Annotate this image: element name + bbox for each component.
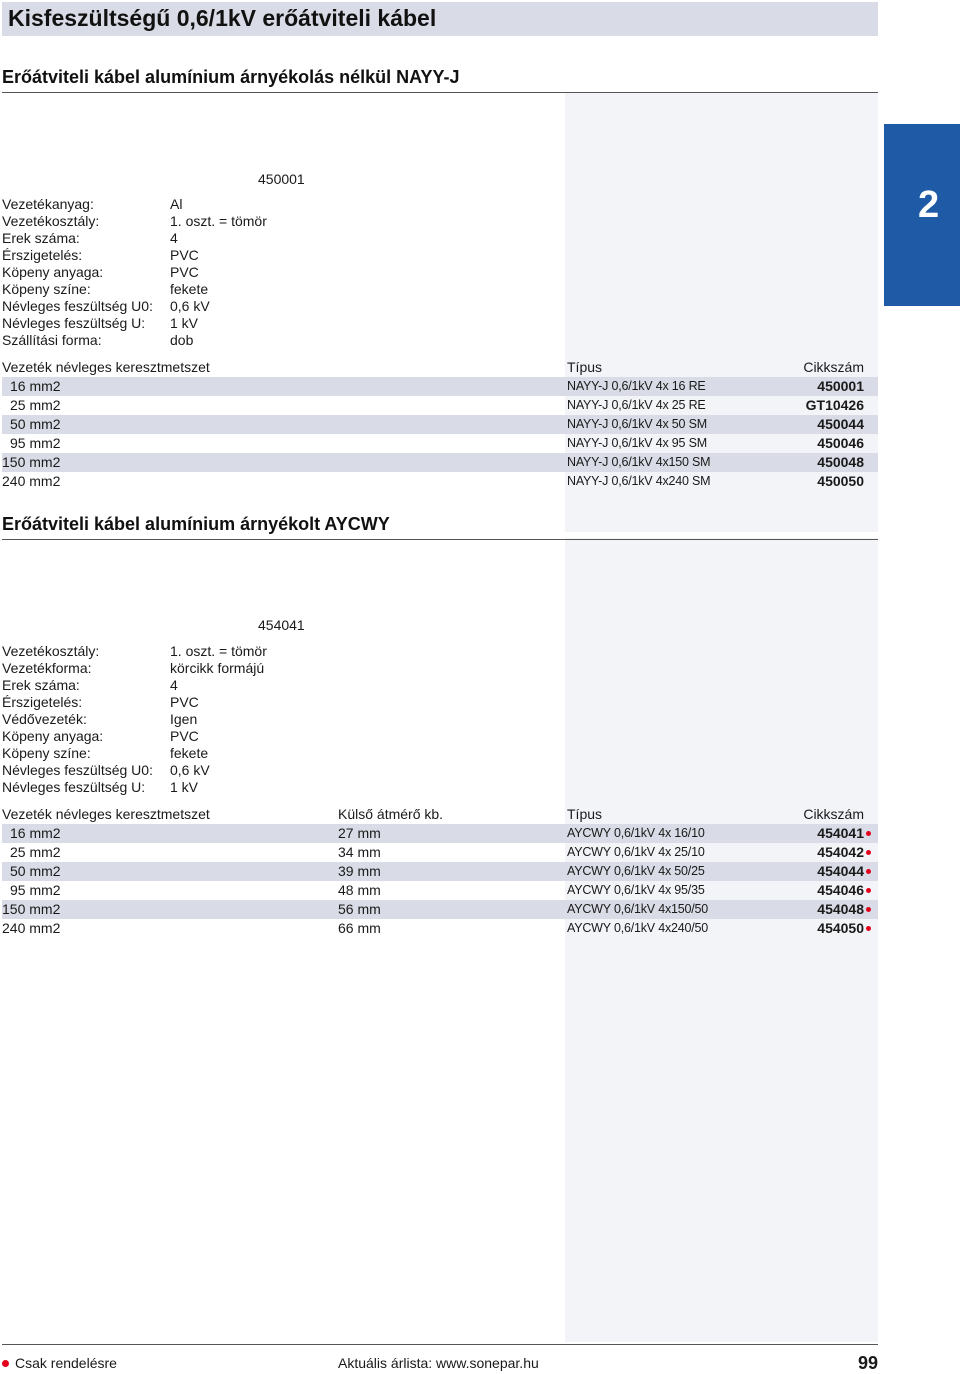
header-type: Típus	[567, 359, 603, 375]
spec-value: 0,6 kV	[170, 762, 210, 778]
header-size: Vezeték névleges keresztmetszet	[2, 806, 210, 822]
spec-label: Köpeny anyaga:	[2, 264, 104, 280]
footer-legend	[2, 1355, 117, 1371]
table-row	[2, 453, 878, 472]
cell-size: 95 mm2	[10, 435, 61, 451]
cell-code[interactable]: 450044	[817, 416, 864, 432]
cell-code[interactable]: 454044	[817, 863, 864, 879]
footer-legend-text: Csak rendelésre	[15, 1355, 117, 1371]
table-row	[2, 415, 878, 434]
cell-type: NAYY-J 0,6/1kV 4x 95 SM	[567, 436, 707, 450]
cell-code[interactable]: 454042	[817, 844, 864, 860]
page-title-bar	[2, 2, 878, 36]
cell-type: AYCWY 0,6/1kV 4x240/50	[567, 921, 709, 935]
section2-heading: Erőátviteli kábel alumínium árnyékolt AYCWY	[2, 514, 878, 540]
spec-label: Vezetékosztály:	[2, 213, 100, 229]
chapter-tab[interactable]	[884, 124, 960, 306]
cell-size: 50 mm2	[10, 863, 61, 879]
spec-label: Érszigetelés:	[2, 247, 83, 263]
cell-code[interactable]: 454041	[817, 825, 864, 841]
cell-type: NAYY-J 0,6/1kV 4x150 SM	[567, 455, 711, 469]
cell-diameter: 66 mm	[338, 920, 381, 936]
cell-size: 95 mm2	[10, 882, 61, 898]
table-row	[2, 472, 878, 491]
cell-code[interactable]: 454048	[817, 901, 864, 917]
header-diameter: Külső átmérő kb.	[338, 806, 444, 822]
header-code: Cikkszám	[803, 806, 864, 822]
cell-size: 16 mm2	[10, 378, 61, 394]
cell-diameter: 27 mm	[338, 825, 381, 841]
spec-label: Köpeny színe:	[2, 745, 91, 761]
spec-value: 1. oszt. = tömör	[170, 213, 267, 229]
cell-type: AYCWY 0,6/1kV 4x 16/10	[567, 826, 705, 840]
cell-code[interactable]: 454046	[817, 882, 864, 898]
table-row	[2, 843, 878, 862]
red-dot-icon	[2, 1360, 9, 1367]
table-row	[2, 919, 878, 938]
spec-label: Védővezeték:	[2, 711, 87, 727]
spec-value: 4	[170, 677, 178, 693]
cell-size: 16 mm2	[10, 825, 61, 841]
spec-value: fekete	[170, 281, 209, 297]
table-header	[2, 358, 878, 377]
spec-value: fekete	[170, 745, 209, 761]
cell-type: AYCWY 0,6/1kV 4x150/50	[567, 902, 709, 916]
cell-type: NAYY-J 0,6/1kV 4x240 SM	[567, 474, 711, 488]
cell-size: 25 mm2	[10, 844, 61, 860]
spec-value: 1. oszt. = tömör	[170, 643, 267, 659]
page-title: Kisfeszültségű 0,6/1kV erőátviteli kábel	[8, 5, 437, 31]
table-row	[2, 881, 878, 900]
table-row	[2, 434, 878, 453]
cell-diameter: 39 mm	[338, 863, 381, 879]
cell-code[interactable]: 454050	[817, 920, 864, 936]
cell-type: NAYY-J 0,6/1kV 4x 16 RE	[567, 379, 706, 393]
order-only-dot-icon	[866, 869, 871, 874]
cell-type: AYCWY 0,6/1kV 4x 25/10	[567, 845, 705, 859]
table-row	[2, 862, 878, 881]
cell-type: NAYY-J 0,6/1kV 4x 25 RE	[567, 398, 706, 412]
section1-image-code: 450001	[258, 171, 305, 187]
table-row	[2, 824, 878, 843]
spec-label: Névleges feszültség U:	[2, 779, 146, 795]
order-only-dot-icon	[866, 850, 871, 855]
spec-value: 0,6 kV	[170, 298, 210, 314]
cell-size: 240 mm2	[2, 920, 61, 936]
spec-value: PVC	[170, 694, 199, 710]
cell-code[interactable]: 450001	[817, 378, 864, 394]
header-type: Típus	[567, 806, 603, 822]
spec-value: Al	[170, 196, 183, 212]
cell-size: 50 mm2	[10, 416, 61, 432]
cell-type: AYCWY 0,6/1kV 4x 50/25	[567, 864, 705, 878]
cell-code[interactable]: GT10426	[805, 397, 864, 413]
spec-label: Szállítási forma:	[2, 332, 102, 348]
section2-table	[2, 805, 878, 938]
spec-value: dob	[170, 332, 194, 348]
spec-label: Köpeny anyaga:	[2, 728, 104, 744]
section1-heading: Erőátviteli kábel alumínium árnyékolás nélkül NAYY-J	[2, 67, 878, 93]
spec-label: Névleges feszültség U0:	[2, 762, 153, 778]
spec-label: Vezetékforma:	[2, 660, 92, 676]
spec-value: Igen	[170, 711, 198, 727]
spec-value: 1 kV	[170, 315, 199, 331]
spec-value: körcikk formájú	[170, 660, 265, 676]
spec-value: 1 kV	[170, 779, 199, 795]
cell-size: 240 mm2	[2, 473, 61, 489]
spec-label: Vezetékanyag:	[2, 196, 94, 212]
cell-type: AYCWY 0,6/1kV 4x 95/35	[567, 883, 705, 897]
cell-code[interactable]: 450046	[817, 435, 864, 451]
cell-type: NAYY-J 0,6/1kV 4x 50 SM	[567, 417, 707, 431]
spec-label: Erek száma:	[2, 230, 80, 246]
order-only-dot-icon	[866, 907, 871, 912]
spec-value: PVC	[170, 264, 199, 280]
spec-label: Névleges feszültség U:	[2, 315, 146, 331]
order-only-dot-icon	[866, 888, 871, 893]
spec-label: Névleges feszültség U0:	[2, 298, 153, 314]
spec-value: PVC	[170, 247, 199, 263]
cell-diameter: 48 mm	[338, 882, 381, 898]
header-code: Cikkszám	[803, 359, 864, 375]
cell-diameter: 34 mm	[338, 844, 381, 860]
cell-code[interactable]: 450048	[817, 454, 864, 470]
table-row	[2, 396, 878, 415]
page-number: 99	[857, 1353, 878, 1373]
chapter-number: 2	[918, 184, 940, 226]
cell-diameter: 56 mm	[338, 901, 381, 917]
spec-value: PVC	[170, 728, 199, 744]
cell-code[interactable]: 450050	[817, 473, 864, 489]
cell-size: 150 mm2	[2, 454, 61, 470]
table-row	[2, 377, 878, 396]
footer-price-list[interactable]: Aktuális árlista: www.sonepar.hu	[338, 1355, 539, 1371]
table-row	[2, 900, 878, 919]
spec-label: Köpeny színe:	[2, 281, 91, 297]
header-size: Vezeték névleges keresztmetszet	[2, 359, 210, 375]
spec-label: Érszigetelés:	[2, 694, 83, 710]
footer-divider	[2, 1344, 878, 1345]
order-only-dot-icon	[866, 831, 871, 836]
section2-image-code: 454041	[258, 617, 305, 633]
spec-label: Vezetékosztály:	[2, 643, 100, 659]
spec-value: 4	[170, 230, 178, 246]
table-header	[2, 805, 878, 824]
order-only-dot-icon	[866, 926, 871, 931]
spec-label: Erek száma:	[2, 677, 80, 693]
highlight-band-bottom	[565, 538, 878, 1342]
section1-table	[2, 358, 878, 491]
cell-size: 150 mm2	[2, 901, 61, 917]
cell-size: 25 mm2	[10, 397, 61, 413]
